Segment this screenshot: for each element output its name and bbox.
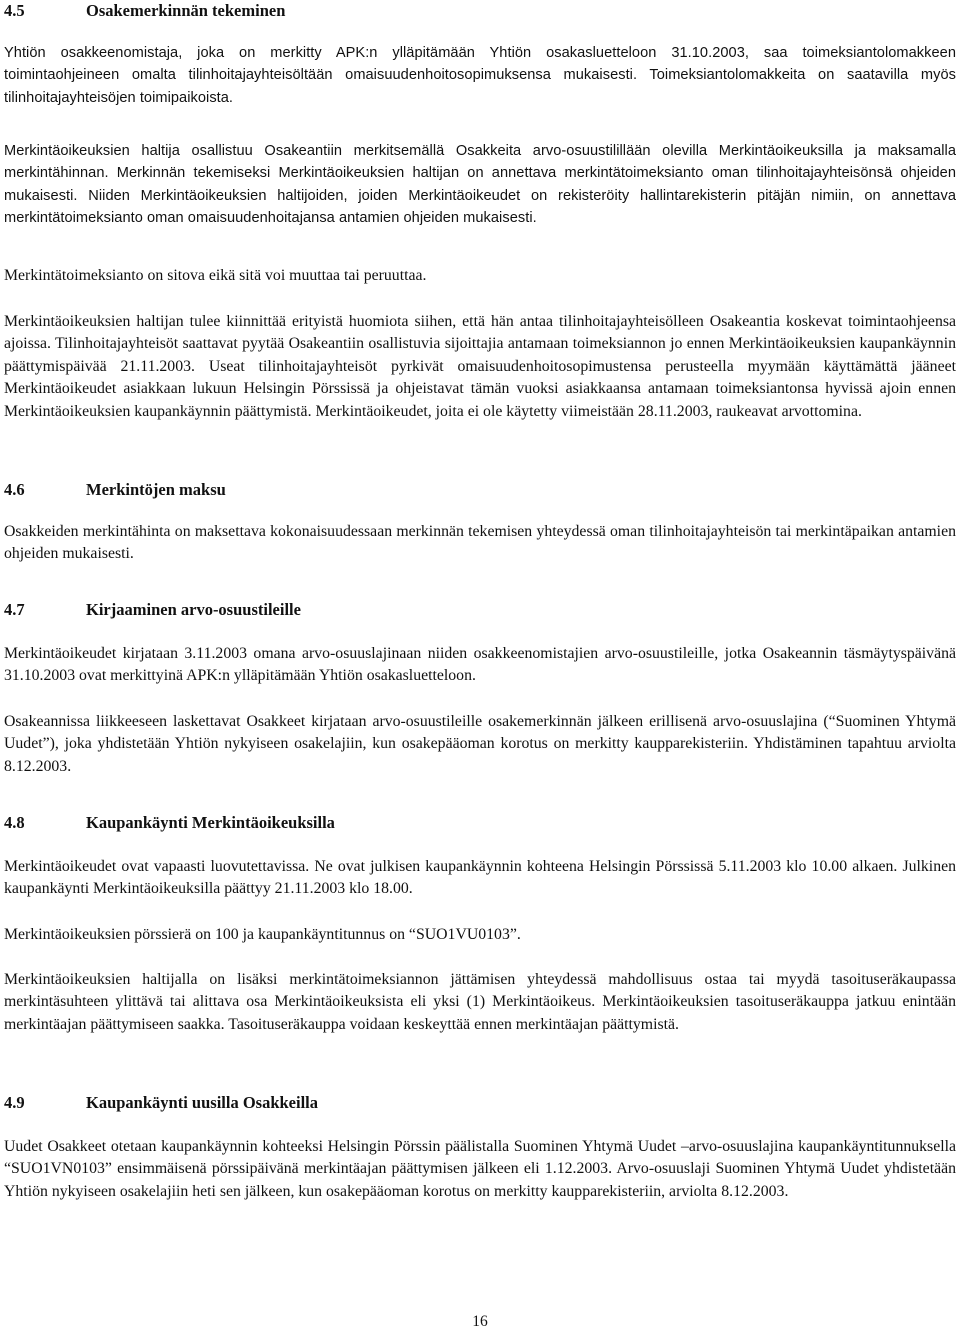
section-heading-4-8 [4,812,335,834]
section-heading-4-9 [4,1092,318,1114]
section-number: 4.9 [4,1093,25,1112]
paragraph: Yhtiön osakkeenomistaja, joka on merkitty APK:n ylläpitämään Yhtiön osakasluetteloon 31.10.2003, saa toimeksiantolomakkeen toimintaohjeineen omalta tilinhoitajayhteisöltään omaisuudenhoitosopimuksensa mukaisesti. Toimeksiantolomakkeita on saatavilla myös tilinhoitajayhteisöjen toimipaikoista. [4,45,956,106]
section-number: 4.8 [4,813,25,832]
section-title: Kaupankäynti Merkintäoikeuksilla [86,813,335,832]
section-number: 4.6 [4,480,25,499]
section-title: Osakemerkinnän tekeminen [86,1,286,20]
section-title: Kirjaaminen arvo-osuustileille [86,600,301,619]
section-number: 4.5 [4,1,25,20]
section-heading-4-7 [4,599,301,621]
paragraph: Merkintäoikeuksien haltijalla on lisäksi merkintätoimeksiannon jättämisen yhteydessä mahdollisuus ostaa tai myydä tasoituseräkaupassa merkintäsuhteen ylittävä tai alittava osa Merkintäoikeuksista eli yksi (1) Merkintäoikeus. Merkintäoikeuksien tasoituseräkauppa jatkuu enintään merkintäajan päättymiseen saakka. Tasoituseräkauppa voidaan keskeyttää ennen merkintäajan päättymistä. [4,971,956,1033]
paragraph: Merkintäoikeudet ovat vapaasti luovutettavissa. Ne ovat julkisen kaupankäynnin kohteena Helsingin Pörssissä 5.11.2003 klo 10.00 alkaen. Julkinen kaupankäynti Merkintäoikeuksilla päättyy 21.11.2003 klo 18.00. [4,858,956,898]
paragraph: Merkintätoimeksianto on sitova eikä sitä voi muuttaa tai peruuttaa. [4,267,427,284]
paragraph: Merkintäoikeuksien haltija osallistuu Osakeantiin merkitsemällä Osakkeita arvo-osuustilillään olevilla Merkintäoikeuksilla ja maksamalla merkintähinnan. Merkinnän tekemiseksi Merkintäoikeuksien haltijan on annettava merkintätoimeksianto oman tilinhoitajayhteisönsä ohjeiden mukaisesti. Niiden Merkintäoikeuksien haltijoiden, joiden Merkintäoikeudet on rekisteröity hallintarekisterin pitäjän nimiin, on annettava merkintätoimeksianto oman omaisuudenhoitajansa antamien ohjeiden mukaisesti. [4,143,956,227]
section-title: Kaupankäynti uusilla Osakkeilla [86,1093,319,1112]
paragraph: Uudet Osakkeet otetaan kaupankäynnin kohteeksi Helsingin Pörssin päälistalla Suominen Yhtymä Uudet –arvo-osuuslajina kaupankäyntitunnuksella “SUO1VN0103” ensimmäisenä pörssipäivänä merkintäajan päättymisen jälkeen eli 1.12.2003. Arvo-osuuslaji Suominen Yhtymä Uudet yhdistetään Yhtiön nykyiseen osakelajiin heti sen jälkeen, kun osakepääoman korotus on merkitty kaupparekisteriin, arviolta 8.12.2003. [4,1138,956,1200]
section-heading-4-6 [4,479,226,501]
paragraph: Merkintäoikeuksien pörssierä on 100 ja kaupankäyntitunnus on “SUO1VU0103”. [4,926,521,943]
paragraph: Merkintäoikeudet kirjataan 3.11.2003 omana arvo-osuuslajinaan niiden osakkeenomistajien arvo-osuustileille, jotka Osakeannin täsmäytyspäivänä 31.10.2003 ovat merkittyinä APK:n ylläpitämään Yhtiön osakasluetteloon. [4,645,956,685]
paragraph: Merkintäoikeuksien haltijan tulee kiinnittää erityistä huomiota siihen, että hän antaa tilinhoitajayhteisölleen Osakeantia koskevat toimintaohjeensa ajoissa. Tilinhoitajayhteisöt saattavat pyytää Osakeantiin osallistuvia sijoittajia antamaan toimeksiannon jo ennen Merkintäoikeuksien kaupankäynnin päättymispäivää 21.11.2003. Useat tilinhoitajayhteisöt pyrkivät omaisuudenhoitosopimustensa perusteella myymään käyttämättä jääneet Merkintäoikeudet asiakkaan lukuun Helsingin Pörssissä ja ohjeistavat tämän vuoksi asiakkaansa antamaan toimeksiantonsa hyvissä ajoin ennen Merkintäoikeuksien kaupankäynnin päättymistä. Merkintäoikeudet, joita ei ole käytetty viimeistään 28.11.2003, raukeavat arvottomina. [4,313,956,420]
paragraph: Osakkeiden merkintähinta on maksettava kokonaisuudessaan merkinnän tekemisen yhteydessä oman tilinhoitajayhteisön tai merkintäpaikan antamien ohjeiden mukaisesti. [4,523,956,563]
page-number: 16 [472,1313,488,1330]
section-title: Merkintöjen maksu [86,480,226,499]
section-number: 4.7 [4,600,25,619]
paragraph: Osakeannissa liikkeeseen laskettavat Osakkeet kirjataan arvo-osuustileille osakemerkinnän jälkeen erillisenä arvo-osuuslajina (“Suominen Yhtymä Uudet”), joka yhdistetään Yhtiön nykyiseen osakelajiin, kun osakepääoman korotus on merkitty kaupparekisteriin. Yhdistäminen tapahtuu arviolta 8.12.2003. [4,713,956,775]
section-heading-4-5 [4,0,285,22]
